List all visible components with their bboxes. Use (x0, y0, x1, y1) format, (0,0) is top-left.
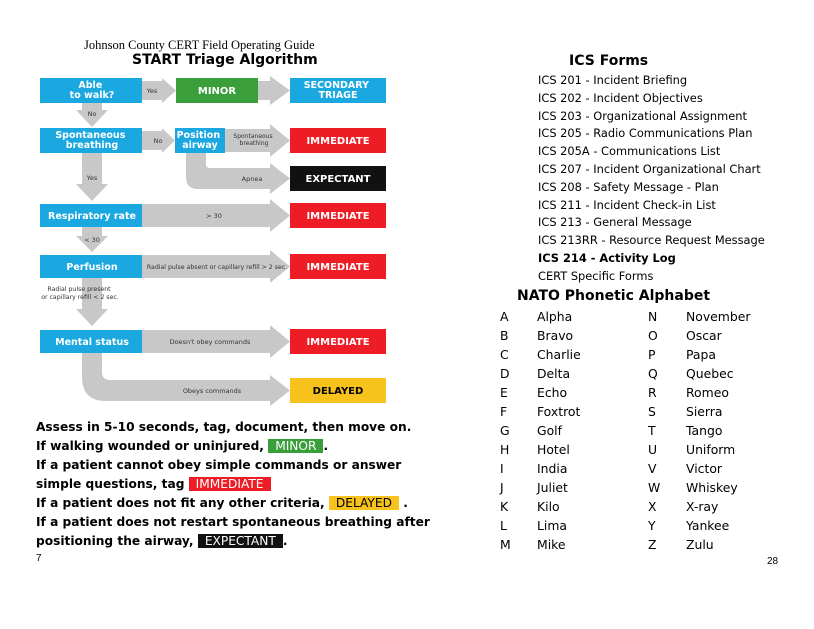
nato-letter: P (648, 347, 656, 362)
nato-word: Alpha (537, 309, 573, 324)
label-apnea: Apnea (241, 175, 263, 183)
note-line-7-text: positioning the airway, (36, 534, 194, 548)
nato-letter: Q (648, 366, 658, 381)
triage-title: START Triage Algorithm (132, 52, 318, 68)
ics-form-item: ICS 214 - Activity Log (538, 250, 676, 265)
ics-form-item: ICS 208 - Safety Message - Plan (538, 179, 719, 194)
note-line-1: Assess in 5-10 seconds, tag, document, then move on. (36, 420, 412, 434)
note-period: . (403, 496, 408, 510)
svg-text:Mental status: Mental status (55, 337, 129, 348)
svg-text:IMMEDIATE: IMMEDIATE (306, 211, 370, 222)
svg-text:Position airway: Position airway (176, 130, 221, 151)
note-line-4 (36, 477, 271, 491)
nato-letter: C (500, 347, 509, 362)
ics-form-item: ICS 211 - Incident Check-in List (538, 197, 716, 212)
nato-word: India (537, 461, 568, 476)
label-radial-absent: Radial pulse absent or capillary refill > 2 sec. (146, 264, 288, 271)
nato-words-col-1 (537, 307, 581, 554)
label-yes-walk: Yes (146, 87, 158, 95)
nato-title: NATO Phonetic Alphabet (517, 288, 711, 304)
label-radial-present: Radial pulse present or capillary refill < 2 sec. (41, 286, 119, 301)
note-line-3: If a patient cannot obey simple commands or answer (36, 458, 402, 472)
note-line-5-text: If a patient does not fit any other criteria, (36, 496, 325, 510)
nato-letters-col-2 (648, 307, 660, 554)
note-period: . (323, 439, 329, 453)
arrow-obeys (82, 353, 290, 406)
svg-text:Able to walk?: Able to walk? (69, 80, 115, 101)
label-obeys: Obeys commands (182, 387, 242, 395)
nato-word: Yankee (686, 518, 730, 533)
nato-letter: H (500, 442, 510, 457)
svg-text:DELAYED: DELAYED (312, 386, 364, 397)
nato-word: Mike (537, 537, 566, 552)
ics-form-item: ICS 207 - Incident Organizational Chart (538, 161, 761, 176)
nato-letters-col-1 (500, 307, 511, 554)
ics-forms-title: ICS Forms (569, 53, 649, 69)
label-spont-breathing: Spontaneous breathing (233, 133, 273, 147)
note-line-6: If a patient does not restart spontaneous breathing after (36, 515, 430, 529)
svg-text:IMMEDIATE: IMMEDIATE (306, 136, 370, 147)
nato-word: Papa (686, 347, 716, 362)
svg-text:SECONDARY TRIAGE: SECONDARY TRIAGE (303, 80, 369, 101)
ics-form-item: ICS 201 - Incident Briefing (538, 73, 688, 87)
nato-letter: D (500, 366, 510, 381)
immediate-tag-badge: IMMEDIATE (189, 477, 271, 491)
nato-word: Juliet (537, 480, 568, 495)
note-line-2 (36, 439, 328, 453)
nato-word: X-ray (686, 499, 719, 514)
label-doesnt-obey: Doesn't obey commands (169, 338, 251, 346)
nato-letter: V (648, 461, 657, 476)
nato-word: Delta (537, 366, 571, 381)
label-gt30: > 30 (206, 212, 222, 220)
nato-letter: A (500, 309, 509, 324)
note-period: . (282, 534, 288, 548)
delayed-tag-badge: DELAYED (329, 496, 399, 510)
ics-form-item: ICS 213RR - Resource Request Message (538, 233, 765, 248)
ics-form-item: ICS 213 - General Message (538, 215, 692, 230)
note-line-5 (36, 496, 408, 510)
nato-letter: M (500, 537, 511, 552)
label-lt30: < 30 (84, 236, 100, 244)
nato-word: Zulu (686, 537, 714, 552)
nato-word: Echo (537, 385, 568, 400)
svg-text:EXPECTANT: EXPECTANT (305, 174, 371, 185)
flow-arrows (76, 76, 290, 406)
page-header: Johnson County CERT Field Operating Guide (84, 38, 315, 52)
nato-letter: N (648, 309, 658, 324)
label-no-walk: No (87, 110, 97, 118)
arrow-minor-secondary (258, 76, 290, 105)
svg-text:IMMEDIATE: IMMEDIATE (306, 337, 370, 348)
nato-word: Whiskey (686, 480, 738, 495)
nato-word: Oscar (686, 328, 722, 343)
nato-letter: L (500, 518, 507, 533)
label-no-breath: No (153, 137, 163, 145)
nato-word: Foxtrot (537, 404, 581, 419)
svg-text:MINOR: MINOR (197, 86, 237, 97)
nato-letter: E (500, 385, 508, 400)
nato-letter: K (500, 499, 509, 514)
nato-word: Hotel (537, 442, 570, 457)
ics-form-item: ICS 202 - Incident Objectives (538, 90, 703, 105)
nato-word: Golf (537, 423, 562, 438)
right-page-number: 28 (767, 556, 779, 567)
label-yes-breath: Yes (86, 174, 98, 182)
left-page-number: 7 (36, 553, 42, 564)
ics-forms-list (538, 72, 765, 286)
nato-letter: W (648, 480, 661, 495)
nato-letter: T (648, 423, 656, 438)
nato-letter: I (500, 461, 504, 476)
nato-word: Victor (686, 461, 722, 476)
nato-word: Kilo (537, 499, 560, 514)
ics-form-item: ICS 205A - Communications List (538, 144, 721, 159)
nato-word: Sierra (686, 404, 723, 419)
minor-tag-badge: MINOR (268, 439, 323, 453)
nato-word: Uniform (686, 442, 736, 457)
nato-word: Bravo (537, 328, 574, 343)
nato-letter: F (500, 404, 508, 419)
svg-text:Respiratory rate: Respiratory rate (48, 211, 136, 222)
nato-word: Charlie (537, 347, 581, 362)
note-line-2-text: If walking wounded or uninjured, (36, 439, 264, 453)
ics-form-item: ICS 203 - Organizational Assignment (538, 108, 747, 123)
ics-form-item: ICS 205 - Radio Communications Plan (538, 126, 753, 141)
note-line-4-text: simple questions, tag (36, 477, 185, 491)
nato-letter: Z (648, 537, 657, 552)
nato-word: Romeo (686, 385, 729, 400)
svg-text:IMMEDIATE: IMMEDIATE (306, 262, 370, 273)
ics-form-item: CERT Specific Forms (538, 268, 654, 283)
nato-word: November (686, 309, 751, 324)
note-line-7 (36, 534, 287, 548)
nato-letter: B (500, 328, 509, 343)
nato-words-col-2 (686, 307, 750, 554)
nato-letter: U (648, 442, 658, 457)
nato-letter: X (648, 499, 657, 514)
nato-letter: G (500, 423, 510, 438)
nato-word: Lima (537, 518, 568, 533)
nato-word: Tango (686, 423, 723, 438)
nato-letter: Y (648, 518, 656, 533)
svg-text:Perfusion: Perfusion (66, 262, 118, 273)
expectant-tag-badge: EXPECTANT (198, 534, 283, 548)
nato-letter: O (648, 328, 658, 343)
nato-letter: R (648, 385, 657, 400)
nato-word: Quebec (686, 366, 734, 381)
nato-letter: J (500, 480, 504, 495)
nato-letter: S (648, 404, 656, 419)
svg-text:Spontaneous breathing: Spontaneous breathing (55, 130, 126, 151)
arrow-apnea (186, 152, 290, 194)
start-triage-flowchart (30, 72, 390, 410)
